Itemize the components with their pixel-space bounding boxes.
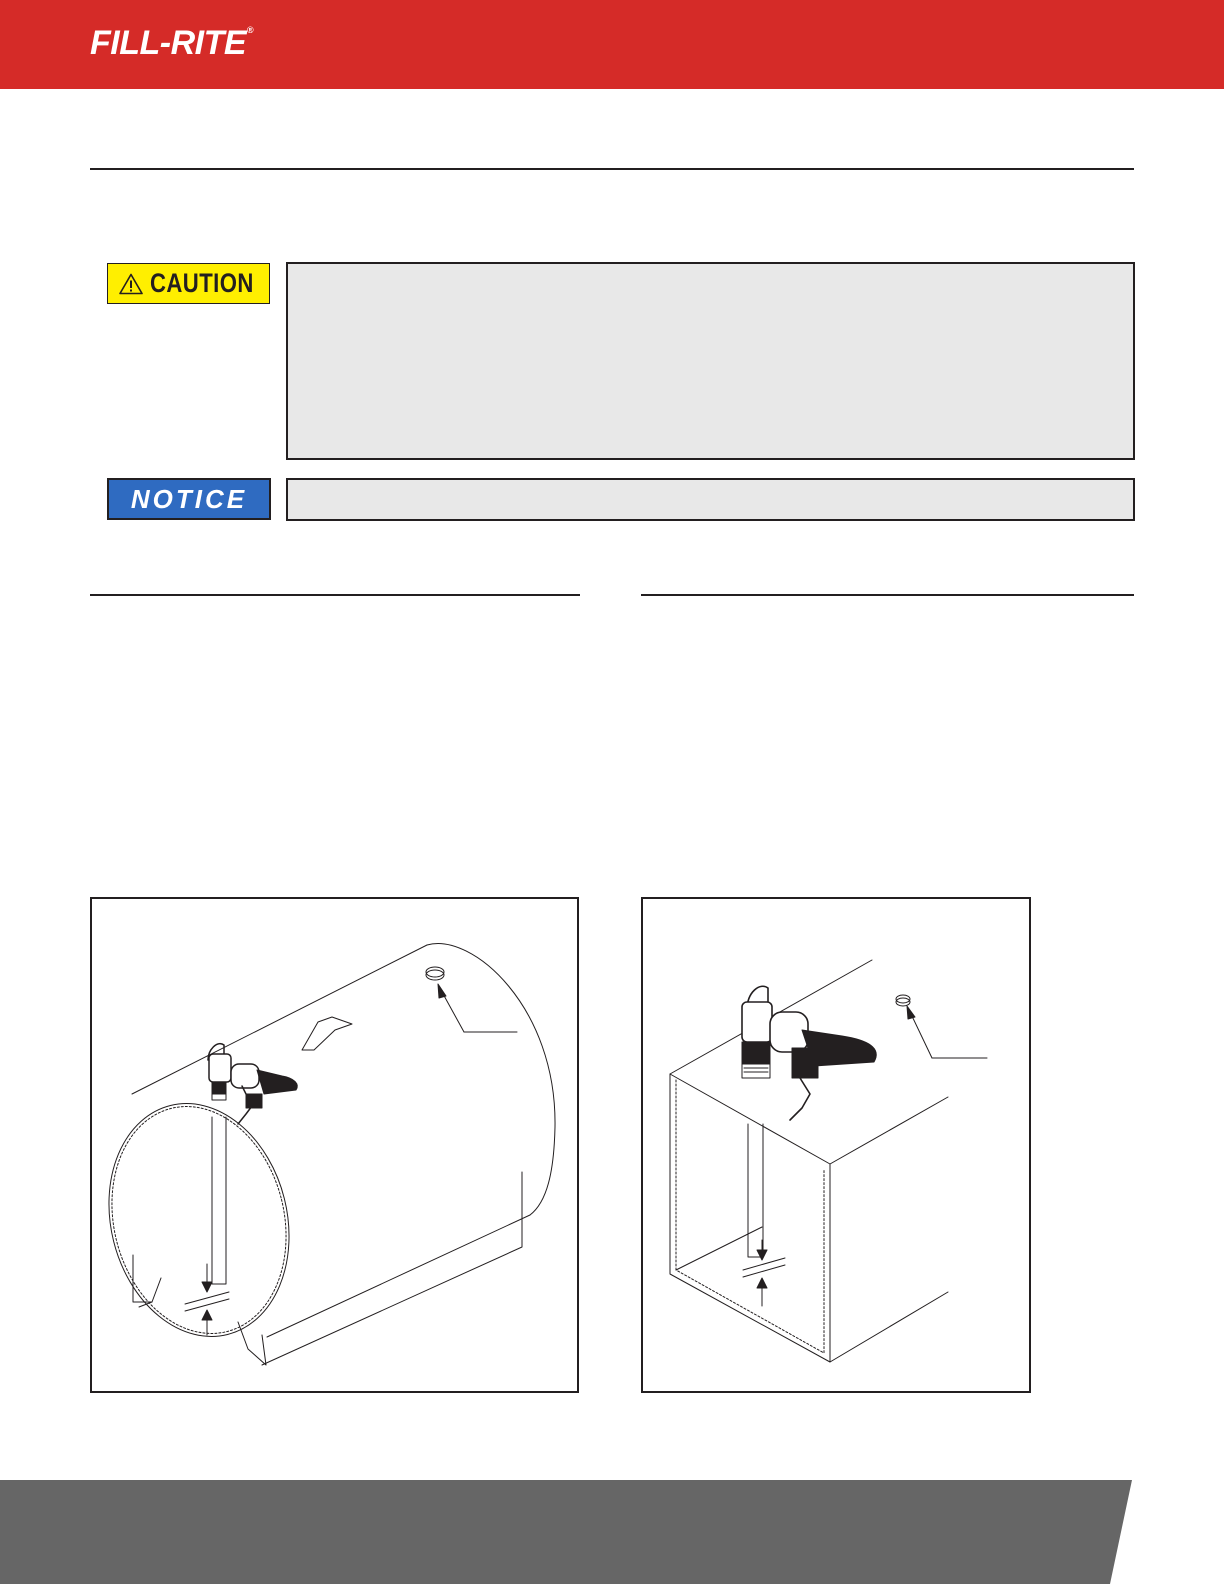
caution-badge (107, 263, 270, 304)
box-tank-illustration (643, 899, 1029, 1391)
notice-message-box (286, 478, 1135, 521)
caution-message-box (286, 262, 1135, 460)
figure-rectangular-tank (641, 897, 1031, 1393)
notice-badge (107, 478, 271, 520)
figure-cylindrical-tank (90, 897, 579, 1393)
section-rule-left (90, 594, 580, 596)
brand-logo: FILL-RITE® (90, 24, 254, 62)
section-rule-right (641, 594, 1134, 596)
notice-label: NOTICE (130, 483, 248, 514)
round-tank-illustration (92, 899, 577, 1391)
caution-label: CAUTION (149, 268, 254, 298)
header-band (0, 0, 1224, 89)
pump-assembly-right (742, 986, 876, 1120)
section-rule-top (90, 168, 1134, 170)
warning-triangle-icon (119, 273, 143, 295)
footer-band (0, 1480, 1224, 1584)
